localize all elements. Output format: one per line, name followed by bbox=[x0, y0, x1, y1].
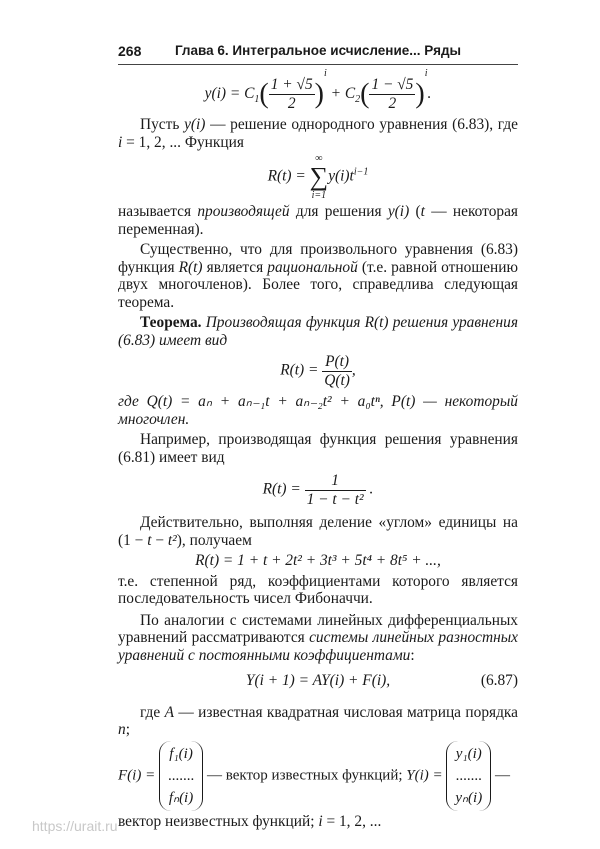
y-frac2-num: 1 − √5 bbox=[371, 76, 414, 94]
y-sub1: 1 bbox=[254, 94, 260, 106]
p2-b: для решения bbox=[289, 203, 388, 221]
vec-mid-text: — вектор известных функций; bbox=[203, 767, 407, 784]
p8-b: — известная квадратная числовая матрица порядка bbox=[174, 703, 519, 721]
page-body bbox=[118, 70, 518, 830]
p3-math: R(t) bbox=[178, 258, 203, 276]
p7-b: : bbox=[410, 646, 415, 664]
sum-sign: ∞ ∑ i=1 bbox=[309, 153, 329, 202]
Y-top: y₁(i) bbox=[455, 745, 482, 762]
r-def-exp: i−1 bbox=[353, 166, 369, 178]
p8-math2: n bbox=[118, 721, 126, 739]
p1-c: = 1, 2, ... Функция bbox=[122, 133, 244, 151]
p8-math: A bbox=[164, 703, 174, 721]
p9-a: вектор неизвестных функций; bbox=[118, 812, 319, 830]
fib-den: 1 − t − t² bbox=[306, 490, 364, 508]
fib-lhs: R(t) = bbox=[262, 481, 305, 498]
p9-b: = 1, 2, ... bbox=[322, 812, 382, 830]
p8-c: ; bbox=[125, 721, 130, 739]
paragraph-6: т.е. степенной ряд, коэффициентами которого является последовательность чисел Фибоначчи. bbox=[118, 572, 518, 608]
y-lhs: y(i) = C bbox=[204, 85, 255, 102]
y-sub2: 2 bbox=[355, 94, 361, 106]
p1-a: Пусть bbox=[140, 116, 185, 134]
p7-italic: системы линейных разностных уравнений с постоянными коэффициентами bbox=[118, 629, 518, 664]
y-frac2-den: 2 bbox=[369, 94, 415, 113]
paragraph-9 bbox=[118, 813, 518, 831]
fib-frac bbox=[305, 472, 366, 508]
y-end: . bbox=[427, 85, 432, 102]
p5-math: t bbox=[147, 531, 152, 549]
p1-b: — решение однородного уравнения (6.83), где bbox=[205, 116, 519, 134]
y-frac1-den: 2 bbox=[269, 94, 315, 113]
p7-a: По аналогии с системами линейных дифференциальных уравнений рассматриваются bbox=[118, 611, 518, 647]
paragraph-8 bbox=[118, 704, 518, 739]
p2-d: — некоторая переменная). bbox=[118, 203, 518, 238]
equation-number: (6.87) bbox=[480, 672, 518, 690]
y-exp1: i bbox=[323, 68, 327, 79]
theorem-where: где Q(t) = aₙ + aₙ₋₁t + aₙ₋₂t² + a₀tⁿ, P(t) — некоторый многочлен. bbox=[118, 393, 518, 428]
Y-vector bbox=[446, 741, 491, 811]
theorem-body: Производящая функция R(t) решения уравнения (6.83) имеет вид bbox=[118, 314, 518, 349]
y-frac1 bbox=[269, 76, 315, 112]
formula-system bbox=[118, 672, 518, 690]
gen-lhs: R(t) = bbox=[280, 362, 323, 379]
footer-url: https://urait.ru bbox=[32, 818, 118, 834]
p1-math2: i bbox=[118, 133, 123, 151]
p2-c: ( bbox=[409, 203, 421, 221]
r-def-body: y(i)t bbox=[328, 168, 354, 185]
p2-math: y(i) bbox=[387, 203, 410, 221]
y-frac2 bbox=[369, 76, 415, 112]
p1-math: y(i) bbox=[184, 116, 206, 134]
chapter-title: Глава 6. Интегральное исчисление... Ряды bbox=[174, 43, 462, 58]
theorem bbox=[118, 314, 518, 349]
sum-bottom: i=1 bbox=[311, 190, 327, 202]
paragraph-2 bbox=[118, 203, 518, 238]
p3-a: Существенно, что для произвольного уравнения (6.83) функция bbox=[118, 241, 518, 276]
p2-italic: производящей bbox=[197, 203, 290, 221]
F-mid: ....... bbox=[167, 767, 195, 784]
formula-r-def bbox=[118, 153, 518, 201]
formula-fibonacci: R(t) = $\frac{1}{\text{1 − t − t²}}$ . bbox=[262, 472, 374, 508]
p5-a: Действительно, выполняя деление «углом» единицы на (1 − bbox=[118, 514, 518, 549]
sum-top: ∞ bbox=[315, 153, 323, 165]
fib-num: 1 bbox=[331, 472, 339, 490]
paragraph-3 bbox=[118, 241, 518, 311]
page-number: 268 bbox=[118, 43, 142, 59]
p5-math2: t² bbox=[167, 531, 177, 549]
header-rule bbox=[118, 64, 518, 65]
running-header bbox=[118, 43, 518, 65]
p8-a: где bbox=[140, 703, 165, 721]
F-vector bbox=[159, 741, 203, 811]
r-def-lhs: R(t) = bbox=[267, 168, 310, 185]
F-lhs: F(i) = bbox=[118, 767, 156, 784]
gen-den: Q(t) bbox=[324, 371, 350, 389]
p9-math: i bbox=[318, 812, 323, 830]
paragraph-5 bbox=[118, 514, 518, 549]
p5-c: ), получаем bbox=[176, 531, 252, 549]
p2-math2: t bbox=[420, 203, 425, 221]
Y-lhs: Y(i) = bbox=[406, 767, 443, 784]
paragraph-7 bbox=[118, 612, 518, 665]
p3-b: является bbox=[202, 258, 268, 276]
formula-y: $y(i) = C_1$( $\frac{1 + √5}{2}$ )$^i + C_2$( $\frac{1 - √5}{2}$ )$^i$. bbox=[204, 68, 432, 112]
y-plus-c: + C bbox=[326, 85, 356, 102]
vectors-line bbox=[118, 741, 518, 811]
y-frac1-num: 1 + √5 bbox=[270, 76, 313, 94]
Y-mid: ....... bbox=[455, 767, 482, 784]
p3-italic: рациональной bbox=[267, 258, 358, 276]
theorem-label: Теорема. bbox=[140, 314, 202, 332]
formula-series: R(t) = 1 + t + 2t² + 3t³ + 5t⁴ + 8t⁵ + ..., bbox=[195, 552, 441, 570]
p3-c: (т.е. равной отношению двух многочленов). Более того, справедлива следующая теорема. bbox=[118, 258, 518, 311]
formula-generating: R(t) = $\frac{P(t)}{Q(t)}$ , bbox=[280, 353, 356, 389]
gen-num: P(t) bbox=[325, 353, 350, 371]
Y-bot: yₙ(i) bbox=[455, 789, 483, 806]
vec-dash: — bbox=[491, 767, 510, 784]
F-bot: fₙ(i) bbox=[168, 789, 194, 806]
y-exp2: i bbox=[424, 68, 428, 79]
F-top: f₁(i) bbox=[169, 745, 193, 762]
p5-b: − bbox=[151, 531, 168, 549]
paragraph-4: Например, производящая функция решения уравнения (6.81) имеет вид bbox=[118, 431, 518, 466]
paragraph-1 bbox=[118, 116, 518, 151]
p2-a: называется bbox=[118, 203, 198, 221]
gen-frac bbox=[322, 353, 352, 389]
system-equation: Y(i + 1) = AY(i) + F(i), bbox=[245, 672, 391, 690]
